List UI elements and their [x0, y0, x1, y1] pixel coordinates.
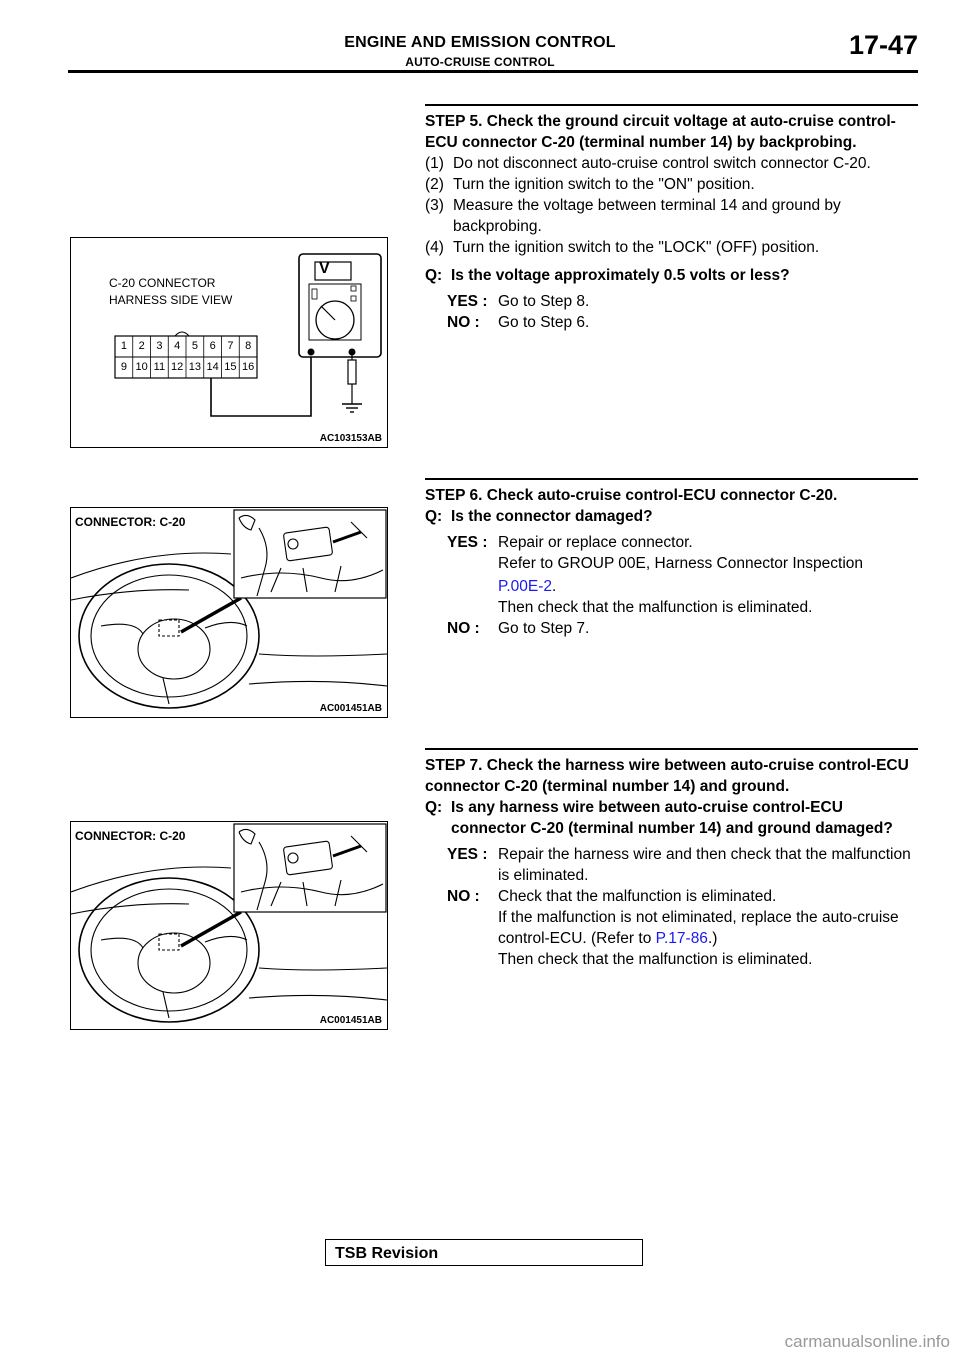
- figure-id: AC001451AB: [319, 703, 382, 714]
- connector-terminal: 5: [191, 340, 198, 352]
- figure-id: AC001451AB: [319, 1015, 382, 1026]
- step-5: [425, 104, 918, 333]
- connector-terminal: 6: [209, 340, 216, 352]
- procedure-list: [425, 153, 918, 258]
- step-rule: [425, 748, 918, 750]
- list-item: (1) Do not disconnect auto-cruise control switch connector C-20.: [425, 154, 871, 172]
- list-item: (2) Turn the ignition switch to the "ON" position.: [425, 175, 755, 193]
- connector-terminal: 7: [227, 340, 234, 352]
- connector-terminal: 13: [188, 361, 201, 373]
- connector-terminal: 11: [153, 361, 166, 373]
- page-number: 17-47: [848, 30, 918, 60]
- connector-terminal: 3: [156, 340, 163, 352]
- connector-terminal: 10: [135, 361, 148, 373]
- step-title: STEP 7. Check the harness wire between auto-cruise control-ECU connector C-20 (terminal number 14) and ground.: [425, 756, 909, 795]
- figure-voltage-check: [70, 237, 388, 448]
- connector-terminal: 2: [138, 340, 145, 352]
- figure-label: CONNECTOR: C-20: [75, 515, 186, 529]
- step-title: STEP 6. Check auto-cruise control-ECU connector C-20.: [425, 486, 838, 504]
- question: Q: Is any harness wire between auto-cruise control-ECU connector C-20 (terminal number 14) and ground damaged?: [425, 798, 893, 837]
- figure-connector-location-2: [70, 821, 388, 1030]
- connector-terminal: 16: [242, 361, 255, 373]
- answer-yes: YES : Repair the harness wire and then check that the malfunction is eliminated.: [447, 845, 911, 884]
- answer-no: NO : Go to Step 7.: [447, 619, 590, 637]
- steering-wheel-illustration: [71, 508, 387, 717]
- answer-yes: YES : Repair or replace connector. Refer to GROUP 00E, Harness Connector Inspection P.00E-2. Then check that the malfunction is eliminated.: [447, 533, 863, 616]
- answer-yes: YES : Go to Step 8.: [447, 292, 590, 310]
- voltmeter-symbol: V: [319, 260, 330, 277]
- steering-wheel-illustration: [71, 822, 387, 1029]
- tsb-revision-box: TSB Revision: [325, 1239, 643, 1266]
- answer-no: NO : Check that the malfunction is eliminated. If the malfunction is not eliminated, replace the auto-cruise control-ECU. (Refer to P.17-86.) Then check that the malfunction is eliminated.: [447, 887, 899, 968]
- answer-no: NO : Go to Step 6.: [447, 313, 590, 331]
- section-subtitle: AUTO-CRUISE CONTROL: [405, 55, 555, 69]
- reference-link[interactable]: P.00E-2: [498, 577, 553, 595]
- section-title: ENGINE AND EMISSION CONTROL: [344, 34, 616, 51]
- step-7: [425, 748, 918, 970]
- connector-terminal: 15: [224, 361, 237, 373]
- figure-id: AC103153AB: [319, 433, 382, 444]
- watermark: carmanualsonline.info: [784, 1332, 950, 1351]
- question: Q: Is the connector damaged?: [425, 507, 653, 525]
- figure-connector-location-1: [70, 507, 388, 718]
- connector-terminal: 9: [120, 361, 127, 373]
- step-6: [425, 478, 918, 639]
- connector-terminal: 1: [120, 340, 127, 352]
- connector-terminal: 14: [206, 361, 219, 373]
- figure-label-connector: C-20 CONNECTOR: [109, 276, 216, 290]
- figure-label-harness: HARNESS SIDE VIEW: [109, 293, 233, 307]
- step-title: STEP 5. Check the ground circuit voltage at auto-cruise control-ECU connector C-20 (terminal number 14) by backprobing.: [425, 112, 896, 151]
- connector-terminal: 4: [174, 340, 181, 352]
- question: Q: Is the voltage approximately 0.5 volts or less?: [425, 266, 790, 284]
- step-rule: [425, 478, 918, 480]
- connector-terminal: 8: [245, 340, 252, 352]
- step-rule: [425, 104, 918, 106]
- list-item: (4) Turn the ignition switch to the "LOCK" (OFF) position.: [425, 238, 820, 256]
- reference-link[interactable]: P.17-86: [655, 929, 708, 947]
- header-rule: [68, 70, 918, 73]
- connector-terminal: 12: [171, 361, 184, 373]
- list-item: (3) Measure the voltage between terminal 14 and ground by backprobing.: [425, 196, 841, 235]
- figure-label: CONNECTOR: C-20: [75, 829, 186, 843]
